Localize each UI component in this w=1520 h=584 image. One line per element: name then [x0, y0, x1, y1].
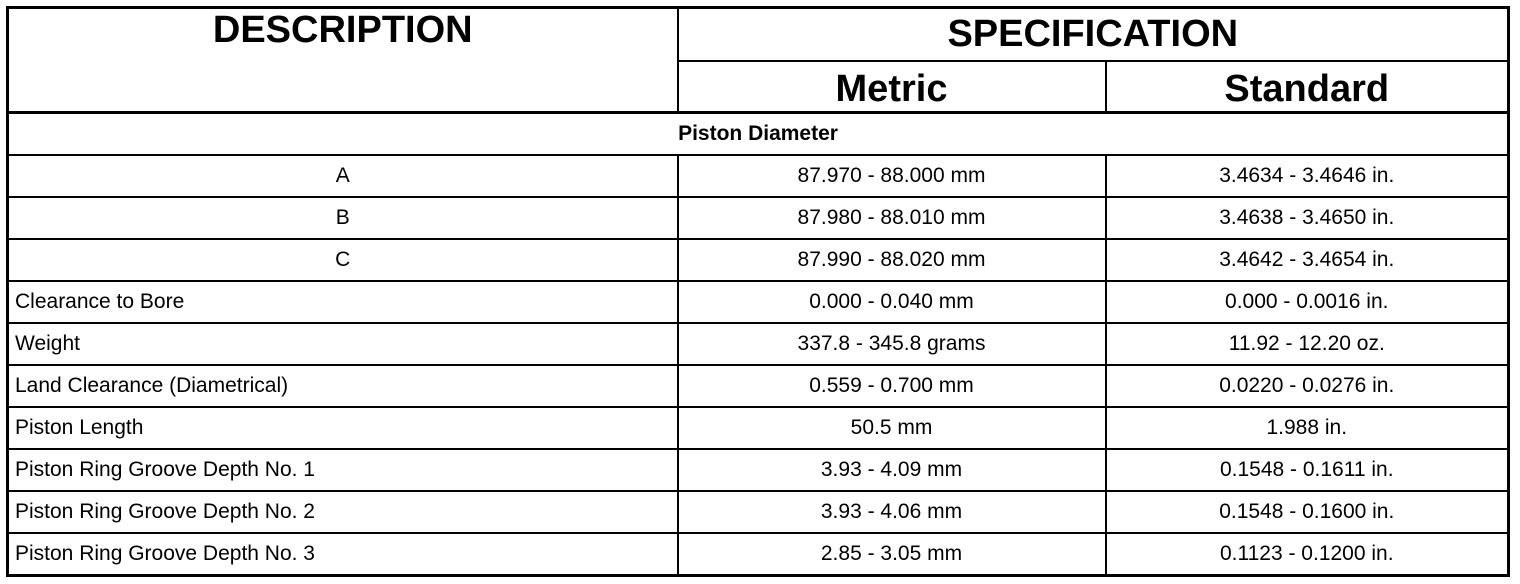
description-cell: Piston Ring Groove Depth No. 2 — [8, 491, 678, 533]
piston-spec-table — [6, 6, 1510, 577]
metric-cell: 87.970 - 88.000 mm — [678, 155, 1106, 197]
description-cell: Piston Ring Groove Depth No. 3 — [8, 533, 678, 576]
standard-cell: 11.92 - 12.20 oz. — [1106, 323, 1509, 365]
metric-cell: 2.85 - 3.05 mm — [678, 533, 1106, 576]
table-row — [8, 449, 1509, 491]
table-row — [8, 239, 1509, 281]
table-row — [8, 407, 1509, 449]
standard-cell: 0.0220 - 0.0276 in. — [1106, 365, 1509, 407]
table-row — [8, 197, 1509, 239]
metric-cell: 87.990 - 88.020 mm — [678, 239, 1106, 281]
metric-cell: 0.000 - 0.040 mm — [678, 281, 1106, 323]
table-row — [8, 365, 1509, 407]
standard-cell: 1.988 in. — [1106, 407, 1509, 449]
standard-cell: 3.4634 - 3.4646 in. — [1106, 155, 1509, 197]
metric-header: Metric — [678, 61, 1106, 113]
description-header: DESCRIPTION — [8, 8, 678, 113]
description-cell: A — [8, 155, 678, 197]
metric-cell: 50.5 mm — [678, 407, 1106, 449]
standard-cell: 3.4642 - 3.4654 in. — [1106, 239, 1509, 281]
description-cell: B — [8, 197, 678, 239]
specification-header: SPECIFICATION — [678, 8, 1509, 62]
standard-cell: 3.4638 - 3.4650 in. — [1106, 197, 1509, 239]
standard-cell: 0.1548 - 0.1600 in. — [1106, 491, 1509, 533]
section-row — [8, 113, 1509, 156]
table-row — [8, 491, 1509, 533]
description-cell: Piston Ring Groove Depth No. 1 — [8, 449, 678, 491]
description-cell: Piston Length — [8, 407, 678, 449]
metric-cell: 87.980 - 88.010 mm — [678, 197, 1106, 239]
description-cell: Weight — [8, 323, 678, 365]
table-row — [8, 533, 1509, 576]
metric-cell: 3.93 - 4.06 mm — [678, 491, 1106, 533]
standard-cell: 0.000 - 0.0016 in. — [1106, 281, 1509, 323]
standard-header: Standard — [1106, 61, 1509, 113]
table-row — [8, 155, 1509, 197]
metric-cell: 337.8 - 345.8 grams — [678, 323, 1106, 365]
metric-cell: 0.559 - 0.700 mm — [678, 365, 1106, 407]
standard-cell: 0.1123 - 0.1200 in. — [1106, 533, 1509, 576]
metric-cell: 3.93 - 4.09 mm — [678, 449, 1106, 491]
section-title: Piston Diameter — [8, 113, 1509, 156]
description-cell: C — [8, 239, 678, 281]
header-row-top — [8, 8, 1509, 62]
table-row — [8, 281, 1509, 323]
standard-cell: 0.1548 - 0.1611 in. — [1106, 449, 1509, 491]
description-cell: Land Clearance (Diametrical) — [8, 365, 678, 407]
description-cell: Clearance to Bore — [8, 281, 678, 323]
table-row — [8, 323, 1509, 365]
